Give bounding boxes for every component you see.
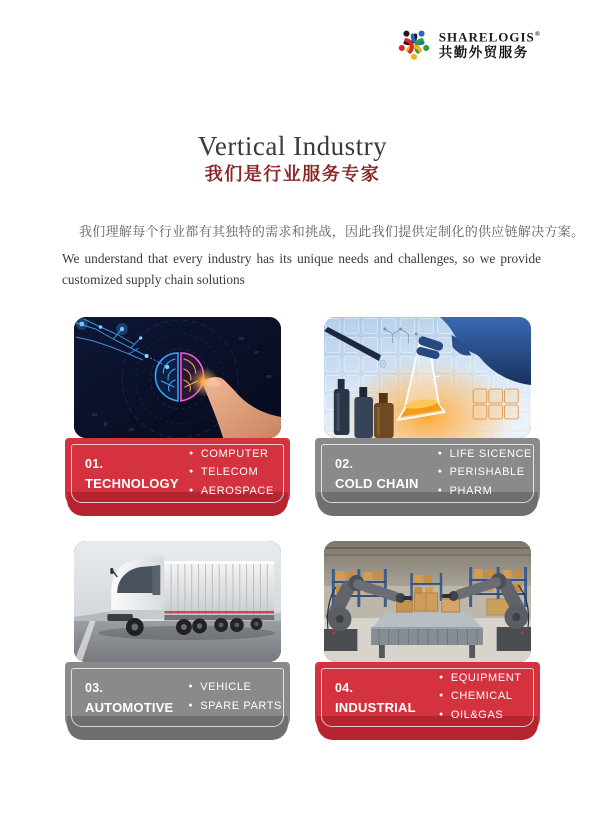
card-name: AUTOMOTIVE: [85, 699, 174, 715]
card-number: 01.: [85, 456, 104, 471]
logo: [395, 25, 541, 63]
card-item: ● CHEMICAL: [439, 688, 532, 707]
brand-tagline-cn: 共勤外贸服务: [438, 45, 529, 61]
card-item: ● COMPUTER: [189, 446, 282, 465]
card-item: ● LIFE SICENCE: [438, 446, 532, 465]
card-item: ● VEHICLE: [188, 679, 282, 698]
industrial-image: [324, 541, 531, 662]
card-number: 04.: [335, 680, 354, 695]
card-industrial: [315, 541, 540, 733]
card-items: [189, 446, 282, 502]
logo-text: [439, 27, 541, 61]
card-technology: [65, 317, 290, 509]
card-item: ● OIL&GAS: [439, 707, 532, 726]
industry-cards: [65, 317, 540, 733]
page-subtitle-cn: 我们是行业服务专家: [204, 164, 381, 184]
card-cold-chain: [315, 317, 540, 509]
card-name: COLD CHAIN: [335, 475, 419, 491]
cold-chain-image: [324, 317, 531, 438]
card-number: 03.: [85, 680, 104, 695]
technology-image: [74, 317, 281, 438]
card-item: ● PERISHABLE: [438, 464, 532, 483]
intro-paragraph-cn: 我们理解每个行业都有其独特的需求和挑战，因此我们提供定制化的供应链解决方案。: [79, 224, 585, 239]
card-item: ● SPARE PARTS: [188, 698, 282, 717]
card-items: [438, 446, 532, 502]
technology-label: [65, 438, 290, 509]
brand-name: SHARELOGIS®: [438, 29, 541, 45]
card-automotive: [65, 541, 290, 733]
automotive-image: [74, 541, 281, 662]
automotive-label: [65, 662, 290, 733]
card-item: ● PHARM: [438, 483, 532, 502]
card-item: ● TELECOM: [189, 464, 282, 483]
card-number: 02.: [335, 456, 354, 471]
card-items: [439, 670, 532, 726]
card-name: TECHNOLOGY: [85, 475, 179, 491]
registered-mark: ®: [534, 29, 541, 38]
card-item: ● EQUIPMENT: [439, 670, 532, 689]
card-items: [188, 679, 282, 716]
intro-paragraph-en: We understand that every industry has its unique needs and challenges, so we provide customized supply chain solutions: [62, 251, 541, 287]
industrial-label: [315, 662, 540, 733]
logo-mark-icon: [395, 25, 433, 63]
card-item: ● AEROSPACE: [189, 483, 282, 502]
card-name: INDUSTRIAL: [335, 699, 416, 715]
page-title: Vertical Industry: [197, 131, 388, 161]
cold-chain-label: [315, 438, 540, 509]
